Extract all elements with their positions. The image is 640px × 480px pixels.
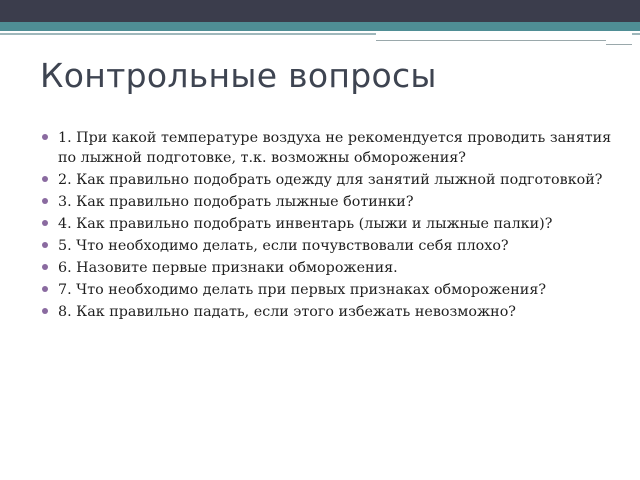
- question-text: 2. Как правильно подобрать одежду для занятий лыжной подготовкой?: [58, 172, 603, 188]
- question-text: 5. Что необходимо делать, если почувствовали себя плохо?: [58, 238, 509, 254]
- header-band: [0, 0, 640, 22]
- slide-title: Контрольные вопросы: [40, 56, 437, 95]
- question-item: [42, 192, 622, 212]
- bullet-icon: [42, 286, 48, 292]
- question-text: 4. Как правильно подобрать инвентарь (лыжи и лыжные палки)?: [58, 216, 553, 232]
- question-text: 6. Назовите первые признаки обморожения.: [58, 260, 398, 276]
- question-item: [42, 302, 622, 322]
- question-item: [42, 258, 622, 278]
- question-item: [42, 280, 622, 300]
- decorative-tab: [376, 31, 616, 41]
- accent-line: [0, 22, 640, 31]
- question-item: [42, 236, 622, 256]
- bullet-icon: [42, 134, 48, 140]
- question-text: 3. Как правильно подобрать лыжные ботинки?: [58, 194, 414, 210]
- question-text: 8. Как правильно падать, если этого избежать невозможно?: [58, 304, 516, 320]
- bullet-icon: [42, 308, 48, 314]
- question-item: [42, 128, 622, 168]
- question-text: 7. Что необходимо делать при первых признаках обморожения?: [58, 282, 546, 298]
- decorative-tab-small: [606, 31, 632, 45]
- question-item: [42, 170, 622, 190]
- bullet-icon: [42, 242, 48, 248]
- bullet-icon: [42, 176, 48, 182]
- question-text: 1. При какой температуре воздуха не рекомендуется проводить занятия по лыжной подготовке, т.к. возможны обморожения?: [58, 130, 612, 166]
- question-item: [42, 214, 622, 234]
- bullet-icon: [42, 198, 48, 204]
- bullet-icon: [42, 264, 48, 270]
- question-list: [42, 128, 622, 324]
- bullet-icon: [42, 220, 48, 226]
